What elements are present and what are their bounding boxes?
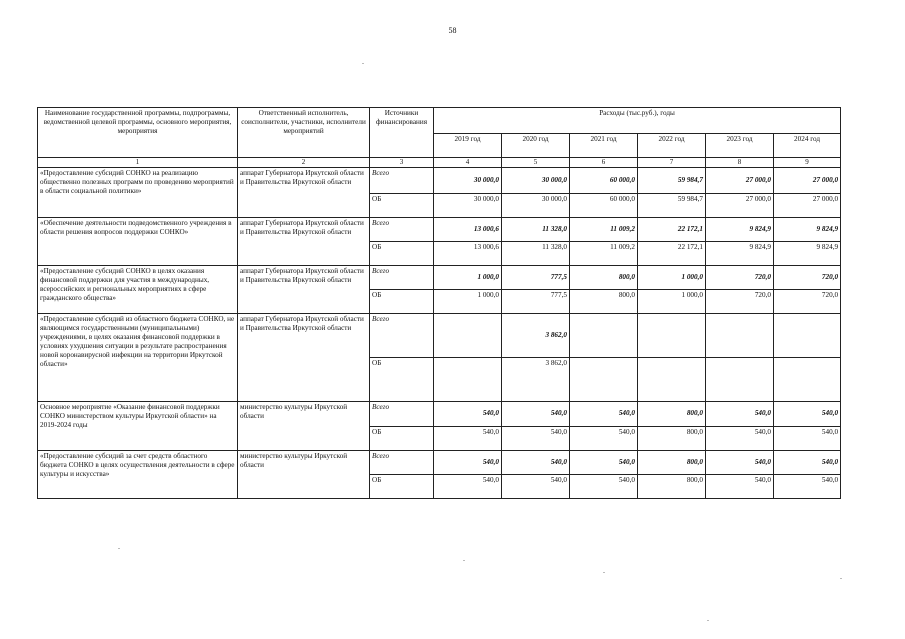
total-value: 27 000,0 (706, 167, 774, 193)
responsible-executor: аппарат Губернатора Иркутской области и Правительства Иркутской области (238, 167, 370, 217)
responsible-executor: министерство культуры Иркутской области (238, 401, 370, 450)
source-ob-label: ОБ (370, 289, 434, 313)
ob-value: 30 000,0 (502, 193, 570, 217)
ob-value: 9 824,9 (774, 241, 841, 265)
total-value: 540,0 (774, 450, 841, 474)
total-value: 27 000,0 (774, 167, 841, 193)
header-responsible: Ответственный исполнитель, соисполнители, участники, исполнители мероприятий (238, 108, 370, 158)
ob-value: 60 000,0 (570, 193, 638, 217)
header-expenses: Расходы (тыс.руб.), годы (434, 108, 841, 134)
total-value: 30 000,0 (434, 167, 502, 193)
ob-value: 540,0 (570, 474, 638, 498)
total-value: 540,0 (570, 401, 638, 426)
index-cell: 1 (38, 158, 238, 168)
ob-value: 540,0 (434, 474, 502, 498)
ob-value: 540,0 (502, 474, 570, 498)
ob-value: 1 000,0 (434, 289, 502, 313)
ob-value: 720,0 (774, 289, 841, 313)
ob-value: 540,0 (570, 426, 638, 450)
ob-value: 777,5 (502, 289, 570, 313)
ob-value (638, 357, 706, 401)
activity-name: «Предоставление субсидий из областного бюджета СОНКО, не являющимся государственными (муниципальными) учреждениями, в целях оказания финансовой поддержки в условиях ухудшения ситуации в результате распространения новой коронавирусной инфекции на территории Иркутской области» (38, 313, 238, 401)
ob-value: 27 000,0 (774, 193, 841, 217)
index-cell: 3 (370, 158, 434, 168)
source-total-label: Всего (370, 265, 434, 289)
header-year: 2023 год (706, 134, 774, 158)
scan-speck (603, 572, 605, 573)
ob-value (774, 357, 841, 401)
scan-speck (118, 548, 120, 549)
source-total-label: Всего (370, 450, 434, 474)
source-ob-label: ОБ (370, 241, 434, 265)
total-value: 1 000,0 (638, 265, 706, 289)
ob-value: 59 984,7 (638, 193, 706, 217)
total-value (638, 313, 706, 357)
index-cell: 5 (502, 158, 570, 168)
total-value: 60 000,0 (570, 167, 638, 193)
ob-value (570, 357, 638, 401)
total-value: 540,0 (570, 450, 638, 474)
total-value (706, 313, 774, 357)
ob-value: 3 862,0 (502, 357, 570, 401)
activity-name: «Предоставление субсидий за счет средств областного бюджета СОНКО в целях осуществления деятельности в сфере культуры и искусства» (38, 450, 238, 498)
ob-value: 30 000,0 (434, 193, 502, 217)
index-cell: 8 (706, 158, 774, 168)
header-name: Наименование государственной программы, подпрограммы, ведомственной целевой программы, основного мероприятия, мероприятия (38, 108, 238, 158)
header-sources: Источники финансирования (370, 108, 434, 158)
ob-value: 13 000,6 (434, 241, 502, 265)
total-value: 720,0 (774, 265, 841, 289)
total-value: 540,0 (502, 450, 570, 474)
total-value: 540,0 (434, 450, 502, 474)
ob-value: 9 824,9 (706, 241, 774, 265)
responsible-executor: аппарат Губернатора Иркутской области и Правительства Иркутской области (238, 217, 370, 265)
index-cell: 7 (638, 158, 706, 168)
total-value: 59 984,7 (638, 167, 706, 193)
source-total-label: Всего (370, 401, 434, 426)
responsible-executor: аппарат Губернатора Иркутской области и Правительства Иркутской области (238, 313, 370, 401)
total-value: 540,0 (706, 401, 774, 426)
ob-value: 540,0 (706, 426, 774, 450)
total-value: 800,0 (638, 450, 706, 474)
total-value: 9 824,9 (774, 217, 841, 241)
total-value: 800,0 (638, 401, 706, 426)
total-value: 3 862,0 (502, 313, 570, 357)
scan-speck (362, 63, 364, 64)
total-value (774, 313, 841, 357)
total-value (570, 313, 638, 357)
header-year: 2021 год (570, 134, 638, 158)
scan-speck (840, 578, 842, 579)
ob-value: 1 000,0 (638, 289, 706, 313)
source-ob-label: ОБ (370, 193, 434, 217)
ob-value: 540,0 (706, 474, 774, 498)
header-year: 2022 год (638, 134, 706, 158)
total-value: 720,0 (706, 265, 774, 289)
ob-value: 540,0 (774, 474, 841, 498)
total-value: 540,0 (502, 401, 570, 426)
total-value: 9 824,9 (706, 217, 774, 241)
index-cell: 9 (774, 158, 841, 168)
total-value: 540,0 (706, 450, 774, 474)
responsible-executor: министерство культуры Иркутской области (238, 450, 370, 498)
total-value: 11 009,2 (570, 217, 638, 241)
ob-value: 22 172,1 (638, 241, 706, 265)
scan-speck (707, 620, 709, 621)
total-value: 540,0 (774, 401, 841, 426)
index-cell: 4 (434, 158, 502, 168)
index-cell: 2 (238, 158, 370, 168)
activity-name: «Обеспечение деятельности подведомственного учреждения в области решения вопросов поддержки СОНКО» (38, 217, 238, 265)
budget-table (37, 107, 841, 499)
ob-value: 540,0 (774, 426, 841, 450)
total-value (434, 313, 502, 357)
ob-value (706, 357, 774, 401)
ob-value: 720,0 (706, 289, 774, 313)
total-value: 800,0 (570, 265, 638, 289)
source-total-label: Всего (370, 313, 434, 357)
total-value: 11 328,0 (502, 217, 570, 241)
activity-name: «Предоставление субсидий СОНКО в целях оказания финансовой поддержки для участия в международных, всероссийских и региональных мероприятиях в сфере гражданского общества» (38, 265, 238, 313)
ob-value: 800,0 (638, 474, 706, 498)
source-ob-label: ОБ (370, 357, 434, 401)
activity-name: «Предоставление субсидий СОНКО на реализацию общественно полезных программ по проведению мероприятий в области социальной политики» (38, 167, 238, 217)
activity-name: Основное мероприятие «Оказание финансовой поддержки СОНКО министерством культуры Иркутской области» на 2019-2024 годы (38, 401, 238, 450)
ob-value (434, 357, 502, 401)
header-year: 2019 год (434, 134, 502, 158)
index-cell: 6 (570, 158, 638, 168)
source-ob-label: ОБ (370, 474, 434, 498)
ob-value: 11 009,2 (570, 241, 638, 265)
total-value: 777,5 (502, 265, 570, 289)
total-value: 540,0 (434, 401, 502, 426)
source-ob-label: ОБ (370, 426, 434, 450)
total-value: 22 172,1 (638, 217, 706, 241)
page-number: 58 (448, 26, 457, 35)
total-value: 1 000,0 (434, 265, 502, 289)
ob-value: 800,0 (638, 426, 706, 450)
source-total-label: Всего (370, 167, 434, 193)
total-value: 13 000,6 (434, 217, 502, 241)
ob-value: 540,0 (502, 426, 570, 450)
source-total-label: Всего (370, 217, 434, 241)
scan-speck (463, 560, 465, 561)
header-year: 2020 год (502, 134, 570, 158)
ob-value: 540,0 (434, 426, 502, 450)
ob-value: 800,0 (570, 289, 638, 313)
header-year: 2024 год (774, 134, 841, 158)
ob-value: 11 328,0 (502, 241, 570, 265)
responsible-executor: аппарат Губернатора Иркутской области и Правительства Иркутской области (238, 265, 370, 313)
ob-value: 27 000,0 (706, 193, 774, 217)
total-value: 30 000,0 (502, 167, 570, 193)
